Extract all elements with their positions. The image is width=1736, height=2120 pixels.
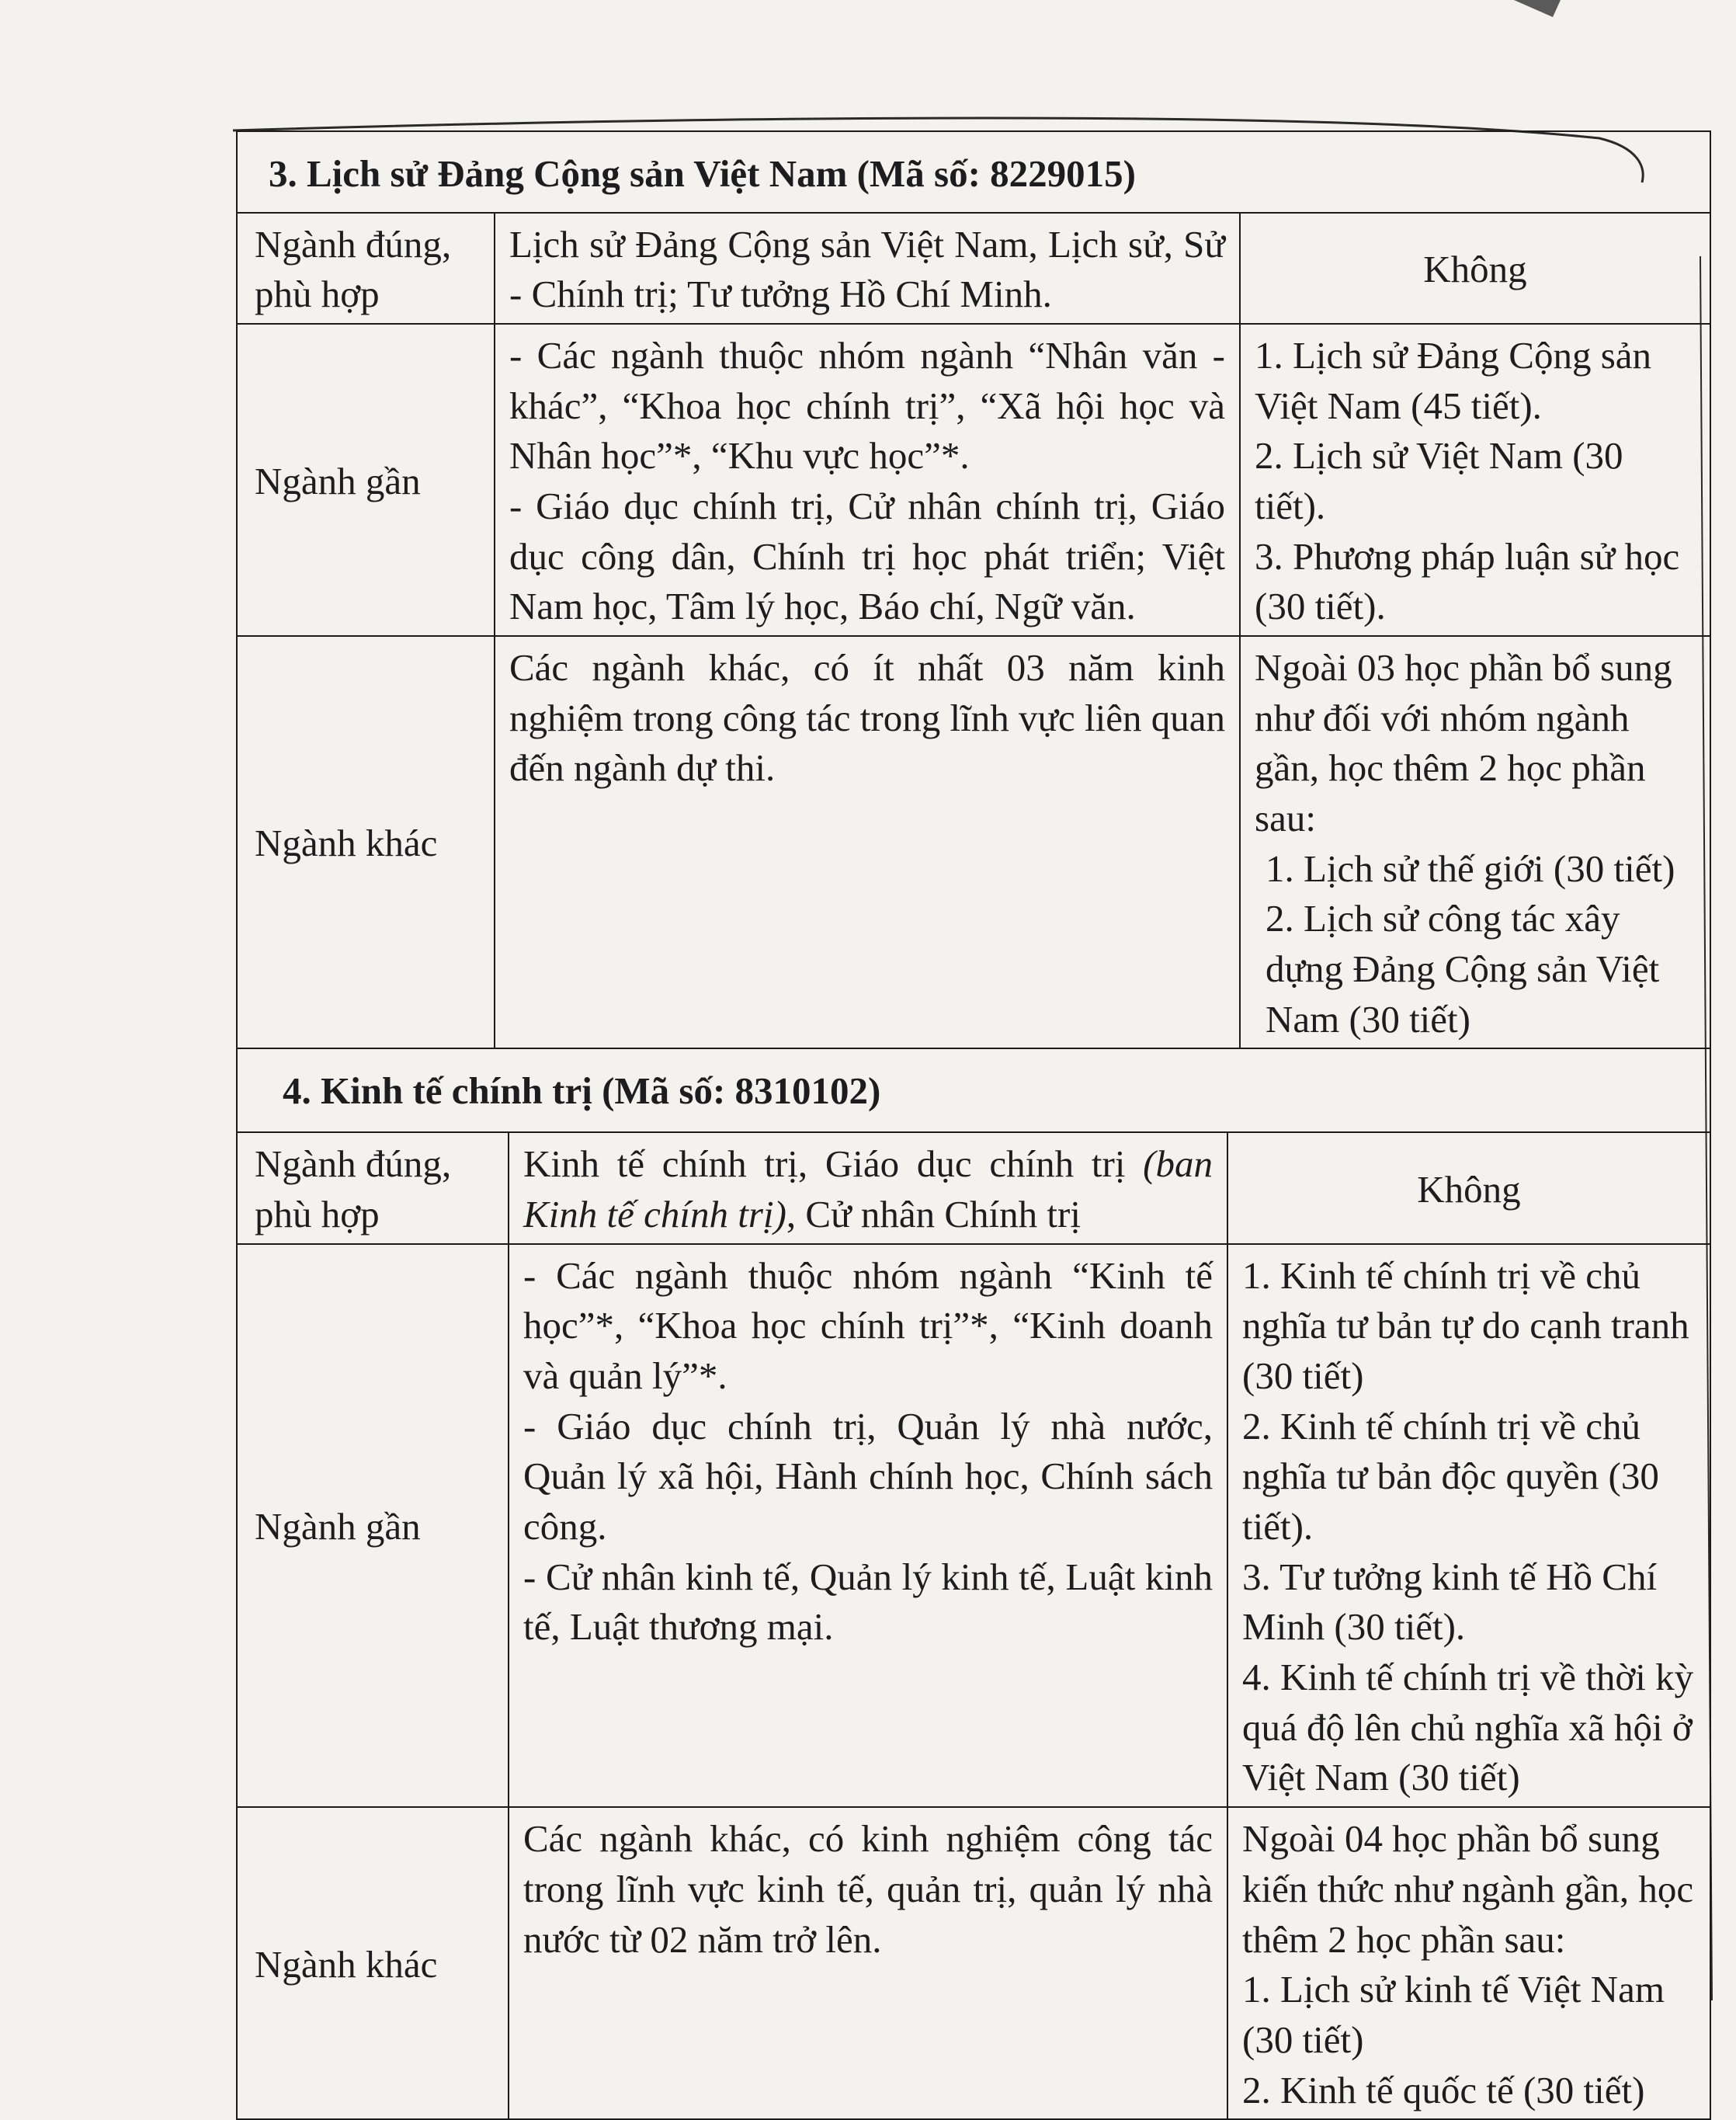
row-label: Ngành khác bbox=[237, 1807, 509, 2119]
table-row bbox=[237, 324, 1710, 636]
supplement-item: Ngoài 03 học phần bổ sung như đối với nhóm ngành gần, học thêm 2 học phần sau: bbox=[1255, 646, 1672, 840]
majors-text: - Giáo dục chính trị, Quản lý nhà nước, Quản lý xã hội, Hành chính học, Chính sách công. bbox=[523, 1404, 1213, 1548]
supplement-item: 2. Kinh tế quốc tế (30 tiết) bbox=[1242, 2068, 1645, 2111]
table-row bbox=[237, 1244, 1710, 1807]
supplement-item: 3. Tư tưởng kinh tế Hồ Chí Minh (30 tiết). bbox=[1242, 1555, 1658, 1649]
majors-text: - Giáo dục chính trị, Cử nhân chính trị, Giáo dục công dân, Chính trị học phát triển; Việt Nam học, Tâm lý học, Báo chí, Ngữ văn. bbox=[509, 485, 1225, 628]
majors-text: - Các ngành thuộc nhóm ngành “Nhân văn - khác”, “Khoa học chính trị”, “Xã hội học và Nhân học”*, “Khu vực học”*. bbox=[509, 334, 1225, 478]
supplement-cell bbox=[1227, 1244, 1710, 1807]
majors-text: Các ngành khác, có kinh nghiệm công tác trong lĩnh vực kinh tế, quản trị, quản lý nhà nước từ 02 năm trở lên. bbox=[523, 1817, 1213, 1961]
supplement-cell bbox=[1227, 1807, 1710, 2119]
majors-cell bbox=[509, 1244, 1227, 1807]
supplement-item: 2. Kinh tế chính trị về chủ nghĩa tư bản độc quyền (30 tiết). bbox=[1242, 1404, 1659, 1548]
majors-text: Kinh tế chính trị, Giáo dục chính trị bbox=[523, 1142, 1144, 1186]
section4-table bbox=[236, 1048, 1711, 2120]
supplement-item: 1. Lịch sử Đảng Cộng sản Việt Nam (45 tiết). bbox=[1255, 334, 1652, 427]
majors-cell bbox=[495, 213, 1240, 324]
majors-cell bbox=[509, 1132, 1227, 1243]
majors-text: Lịch sử Đảng Cộng sản Việt Nam, Lịch sử, Sử - Chính trị; Tư tưởng Hồ Chí Minh. bbox=[509, 222, 1225, 316]
document-page bbox=[236, 130, 1711, 2120]
supplement-item: 2. Lịch sử Việt Nam (30 tiết). bbox=[1255, 434, 1623, 528]
majors-text: - Cử nhân kinh tế, Quản lý kinh tế, Luật kinh tế, Luật thương mại. bbox=[523, 1555, 1213, 1649]
supplement-item: 1. Lịch sử thế giới (30 tiết) bbox=[1266, 846, 1675, 890]
row-label: Ngành đúng, phù hợp bbox=[237, 1132, 509, 1243]
majors-cell bbox=[495, 324, 1240, 636]
majors-text: - Các ngành thuộc nhóm ngành “Kinh tế học”*, “Khoa học chính trị”*, “Kinh doanh và quản lý”*. bbox=[523, 1253, 1213, 1398]
table-row bbox=[237, 636, 1710, 1048]
supplement-cell bbox=[1240, 636, 1710, 1048]
section4-title: 4. Kinh tế chính trị (Mã số: 8310102) bbox=[237, 1048, 1710, 1132]
row-label: Ngành gần bbox=[237, 324, 495, 636]
table-row bbox=[237, 1132, 1710, 1243]
supplement-cell: Không bbox=[1240, 213, 1710, 324]
supplement-item: Ngoài 04 học phần bổ sung kiến thức như ngành gần, học thêm 2 học phần sau: bbox=[1242, 1817, 1694, 1961]
row-label: Ngành gần bbox=[237, 1244, 509, 1807]
majors-cell bbox=[509, 1807, 1227, 2119]
supplement-item: 1. Lịch sử kinh tế Việt Nam (30 tiết) bbox=[1242, 1968, 1665, 2061]
supplement-cell: Không bbox=[1227, 1132, 1710, 1243]
supplement-item: 1. Kinh tế chính trị về chủ nghĩa tư bản tự do cạnh tranh (30 tiết) bbox=[1242, 1253, 1689, 1398]
section3-title: 3. Lịch sử Đảng Cộng sản Việt Nam (Mã số: 8229015) bbox=[237, 131, 1710, 213]
supplement-item: 4. Kinh tế chính trị về thời kỳ quá độ lên chủ nghĩa xã hội ở Việt Nam (30 tiết) bbox=[1242, 1656, 1694, 1799]
majors-text: , Cử nhân Chính trị bbox=[786, 1193, 1081, 1236]
table-row bbox=[237, 213, 1710, 324]
majors-text: Các ngành khác, có ít nhất 03 năm kinh nghiệm trong công tác trong lĩnh vực liên quan đến ngành dự thi. bbox=[509, 646, 1225, 790]
majors-italic-text: (ban Kinh tế chính trị) bbox=[523, 1142, 1213, 1236]
section3-table bbox=[236, 130, 1711, 1049]
table-row bbox=[237, 1807, 1710, 2119]
row-label: Ngành khác bbox=[237, 636, 495, 1048]
row-label: Ngành đúng, phù hợp bbox=[237, 213, 495, 324]
supplement-item: 3. Phương pháp luận sử học (30 tiết). bbox=[1255, 534, 1680, 628]
supplement-item: 2. Lịch sử công tác xây dựng Đảng Cộng sản Việt Nam (30 tiết) bbox=[1266, 897, 1660, 1041]
supplement-cell bbox=[1240, 324, 1710, 636]
majors-cell bbox=[495, 636, 1240, 1048]
